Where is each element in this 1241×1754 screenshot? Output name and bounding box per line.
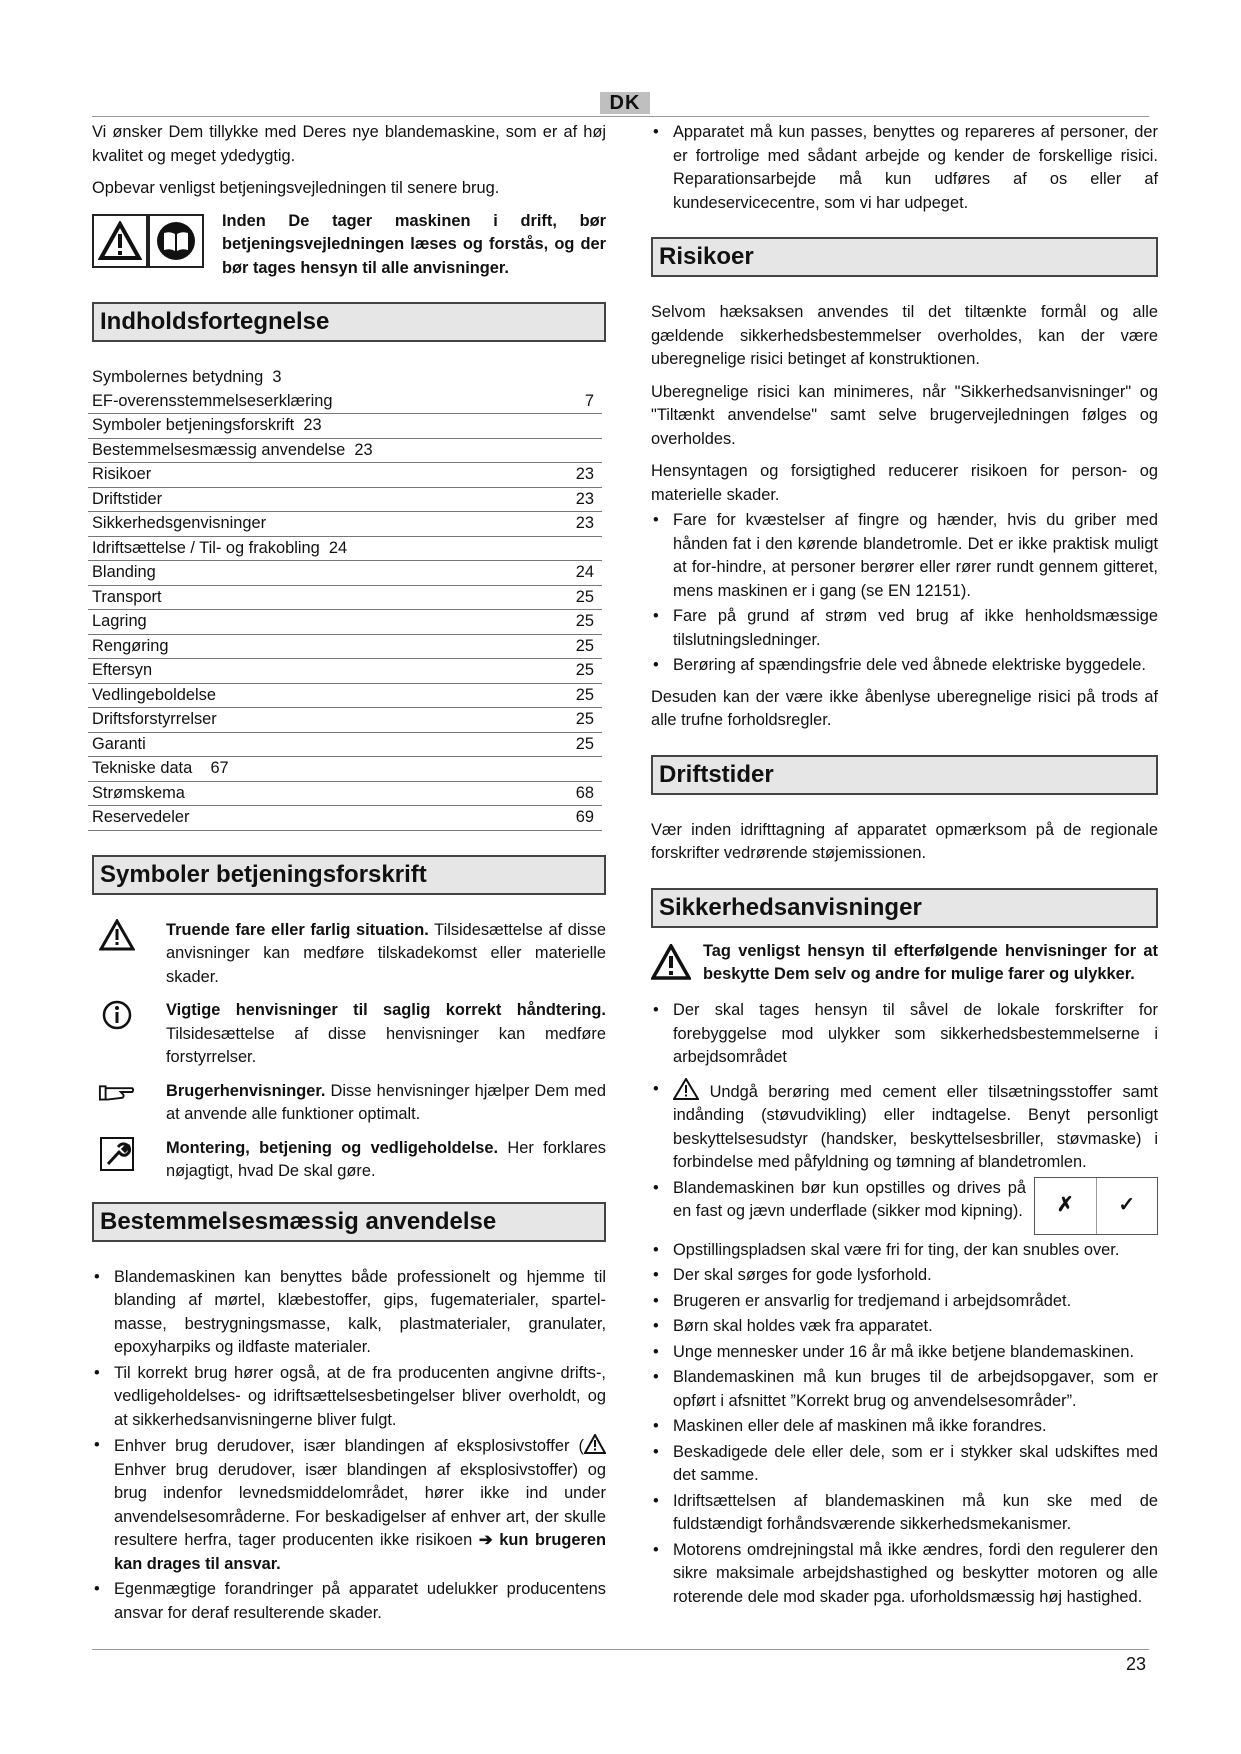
safety-item: • Maskinen eller dele af maskinen må ikke forandres. [651,1415,1158,1439]
usage-item [92,1434,606,1576]
toc-row [88,537,602,562]
toc-title: Eftersyn [92,661,153,679]
left-column [92,121,606,1627]
toc-row [88,659,602,684]
bottom-rule [92,1649,1149,1650]
toc-page [594,757,602,781]
toc-title: Symbolernes betydning 3 [92,368,282,386]
toc-row [88,684,602,709]
safety-item: • Unge mennesker under 16 år må ikke betjene blandemaskinen. [651,1341,1158,1365]
symbol-user-bold: Brugerhenvisninger. [166,1081,326,1100]
toc-title: Vedlingeboldelse [92,685,216,704]
toc-row [88,366,602,390]
safety-item: • Børn skal holdes væk fra apparatet. [651,1315,1158,1339]
toc-title: Rengøring [92,636,169,655]
toc-title: Driftstider [92,489,163,508]
toc-row [88,635,602,660]
safety-item: • Idriftsættelsen af blandemaskinen må kun ske med de fuldstændigt forhåndsværende sikkerhedsmekanismer. [651,1490,1158,1537]
safety-heading: Sikkerhedsanvisninger [651,888,1158,928]
warning-triangle-icon [99,919,135,951]
safety-item3-text: Blandemaskinen bør kun opstilles og drives på en fast og jævn underflade (sikker mod kipning). [673,1178,1026,1220]
toc-page: 23 [575,514,594,532]
safety-warning-text: Tag venligst hensyn til efterfølgende henvisninger for at beskytte Dem selv og andre for mulige farer og ulykker. [703,941,1158,983]
machine-correct-placement: ✓ [1118,1193,1136,1216]
operating-times-heading: Driftstider [651,755,1158,795]
usage-item: • Blandemaskinen kan benyttes både professionelt og hjemme til blanding af mørtel, klæbestoffer, gips, fugematerialer, spartel-masse, bestrygningsmasse, kalk, plastmaterialer, granulater, epoxyharpiks og ildfaste materialer. [92,1266,606,1360]
safety-item [651,1078,1158,1175]
toc-row [88,512,602,537]
toc-page [594,366,602,390]
toc-title: Tekniske data 67 [92,759,229,777]
usage-item: • Til korrekt brug hører også, at de fra producenten angivne drifts-, vedligeholdelses- og idriftsættelsesbetingelser bliver overholdt, og at sikkerhedsanvisningerne bliver fulgt. [92,1362,606,1433]
symbol-row-danger [92,919,606,990]
toc-page: 23 [575,489,594,508]
pointing-hand-icon [98,1080,136,1104]
symbol-row-info [92,999,606,1070]
toc-row [88,782,602,807]
service-list [651,121,1158,215]
warning-triangle-icon [584,1434,606,1454]
usage-item3-part-b: Enhver brug derudover, især blandingen af eksplosivstoffer) og brug indenfor levnedsmiddelområdet, hører ikke ind under anvendelsesområderne. For beskadigelser af enhver art, der skulle resultere herfra, tager producenten ikke risikoen [114,1460,606,1549]
toc-page: 25 [575,587,594,606]
toc-title: Symboler betjeningsforskrift 23 [92,416,322,434]
risks-paragraph-4: Desuden kan der være ikke åbenlyse uberegnelige risici på trods af alle trufne forholdsregler. [651,687,1158,729]
symbol-info-bold: Vigtige henvisninger til saglig korrekt håndtering. [166,1001,606,1019]
symbol-row-maintenance [92,1137,606,1184]
safety-item: • Der skal tages hensyn til såvel de lokale forskrifter for forebyggelse mod ulykker som sikkerhedsbestemmelserne i arbejdsområdet [651,999,1158,1070]
safety-item: • Motorens omdrejningstal må ikke ændres, fordi den regulerer den sikre maksimale arbejdshastighed og beskytter motoren og alle roterende dele mod skader pga. uforholdsmæssig høj hastighed. [651,1539,1158,1610]
service-item: • Apparatet må kun passes, benyttes og repareres af personer, der er fortrolige med sådant arbejde og kender de forskellige risici. Reparationsarbejde må kun udføres af os eller af kundeservicecentre, som vi har udpeget. [651,121,1158,215]
toc-title: Driftsforstyrrelser [92,710,217,728]
safety-item: • Beskadigede dele eller dele, som er i stykker skal udskiftes med det samme. [651,1441,1158,1488]
toc-page: 68 [575,783,594,802]
toc-page: 69 [575,808,594,826]
risks-paragraph-2: Uberegnelige risici kan minimeres, når "Sikkerhedsanvisninger" og "Tiltænkt anvendelse" samt selve brugervejledningen følges og overholdes. [651,382,1158,448]
toc-row [88,610,602,635]
usage-item: • Egenmægtige forandringer på apparatet udelukker producentens ansvar for deraf resulterende skader. [92,1578,606,1625]
risk-item: • Fare for kvæstelser af fingre og hænder, hvis du griber med hånden fat i den kørende blandetromle. Det er ikke praktisk muligt at for-hindre, at personer berører eller rører rundt gennem gitteret, mens maskinen er i gang (se EN 12151). [651,509,1158,603]
toc-title: Sikkerhedsgenvisninger [92,514,267,532]
symbol-row-user [92,1080,606,1127]
risk-list [651,509,1158,678]
machine-placement-figure [1034,1177,1158,1235]
toc-row [88,439,602,464]
toc-row [88,561,602,586]
safety-item: • Blandemaskinen må kun bruges til de arbejdsopgaver, som er opført i afsnittet ”Korrekt brug og anvendelsesområder”. [651,1366,1158,1413]
usage-list [92,1266,606,1626]
toc-row [88,586,602,611]
toc-title: Strømskema [92,783,185,802]
toc-row [88,708,602,733]
symbol-user-text: Disse henvisninger hjælper Dem med at anvende alle funktioner optimalt. [166,1081,606,1123]
page-number: 23 [1125,1654,1146,1674]
language-badge: DK [600,92,650,114]
toc-row [88,733,602,758]
toc-page: 25 [575,710,594,728]
toc-page [594,414,602,438]
toc-title: Garanti [92,734,146,753]
toc-title: Idriftsættelse / Til- og frakobling 24 [92,538,348,557]
safety-item: • Opstillingspladsen skal være fri for ting, der kan snubles over. [651,1239,1158,1263]
toc-title: Transport [92,587,162,606]
toc-heading: Indholdsfortegnelse [92,302,606,342]
risks-heading: Risikoer [651,237,1158,277]
read-manual-text: Inden De tager maskinen i drift, bør betjeningsvejledningen læses og forstås, og der bør tages hensyn til alle anvisninger. [222,211,606,277]
info-icon [101,999,133,1031]
toc-page: 23 [575,465,594,483]
risks-paragraph-1: Selvom hæksaksen anvendes til det tiltænkte formål og alle gældende sikkerhedsbestemmelser overholdes, kan der være uberegnelige risici betinget af konstruktionen. [651,303,1158,368]
symbol-info-text: Tilsidesættelse af disse henvisninger kan medføre forstyrrelser. [166,1024,606,1066]
toc-page: 7 [584,391,594,410]
warning-icons [92,214,204,268]
symbol-maintenance-text: Her forklares nøjagtigt, hvad De skal gøre. [166,1138,606,1180]
toc-title: EF-overensstemmelseserklæring [92,391,333,410]
symbol-danger-bold: Truende fare eller farlig situation. [166,920,429,939]
toc-page: 25 [575,636,594,655]
symbols-heading: Symboler betjeningsforskrift [92,855,606,895]
toc-page [594,537,602,561]
machine-wrong-placement: • ✗ [1035,1178,1097,1234]
toc-title: Lagring [92,612,147,630]
warning-triangle-icon [651,944,691,980]
intro-paragraph-1: Vi ønsker Dem tillykke med Deres nye blandemaskine, som er af høj kvalitet og meget ydedygtig. [92,123,606,165]
toc-row [88,390,602,415]
operating-times-paragraph: Vær inden idrifttagning af apparatet opmærksom på de regionale forskrifter vedrørende støjemissionen. [651,820,1158,862]
safety-item2-text: Undgå berøring med cement eller tilsætningsstoffer samt indånding (støvudvikling) eller indtagelse. Benyt personligt beskyttelsesudstyr (handsker, beskyttelsesbriller, støvmaske) i forbindelse med påfyldning og tømning af blandetromlen. [673,1082,1158,1171]
toc-page: 25 [575,685,594,704]
safety-warning [651,940,1158,988]
warning-triangle-icon [673,1078,699,1100]
toc-page: 25 [575,612,594,630]
intro-paragraph-2: Opbevar venligst betjeningsvejledningen til senere brug. [92,179,500,197]
toc-row [88,806,602,831]
toc-page: 24 [575,563,594,581]
toc-title: Reservedeler [92,808,190,826]
warning-triangle-icon [92,214,148,268]
table-of-contents [92,366,606,831]
safety-item: • Brugeren er ansvarlig for tredjemand i arbejdsområdet. [651,1290,1158,1314]
right-column [651,121,1158,1611]
read-manual-icon [148,214,204,268]
toc-title: Bestemmelsesmæssig anvendelse 23 [92,440,373,459]
usage-item3-bold: kun brugeren kan drages til ansvar. [114,1531,606,1573]
toc-page: 25 [575,734,594,753]
toc-row [88,414,602,439]
toc-row [88,488,602,513]
symbol-danger-text: Tilsidesættelse af disse anvisninger kan medføre tilskadekomst eller materielle skader. [166,920,606,986]
safety-list [651,999,1158,1609]
usage-heading: Bestemmelsesmæssig anvendelse [92,1202,606,1242]
toc-title: Blanding [92,563,156,581]
safety-item: • Der skal sørges for gode lysforhold. [651,1264,1158,1288]
toc-row [88,463,602,488]
arrow-icon: ➔ [478,1531,493,1549]
risks-paragraph-3: Hensyntagen og forsigtighed reducerer risikoen for person- og materielle skader. [651,462,1158,504]
risk-item: • Berøring af spændingsfrie dele ved åbnede elektriske byggedele. [651,654,1158,678]
toc-page [594,439,602,463]
safety-item [651,1177,1158,1224]
wrench-icon [100,1137,134,1171]
top-rule [92,116,1149,117]
risk-item: • Fare på grund af strøm ved brug af ikke henholdsmæssige tilslutningsledninger. [651,605,1158,652]
toc-title: Risikoer [92,465,152,483]
usage-item3-part-a: Enhver brug derudover, især blandingen af eksplosivstoffer ( [114,1437,584,1455]
toc-page: 25 [575,661,594,679]
toc-row [88,757,602,782]
read-manual-warning [92,210,606,281]
symbol-maintenance-bold: Montering, betjening og vedligeholdelse. [166,1138,499,1157]
